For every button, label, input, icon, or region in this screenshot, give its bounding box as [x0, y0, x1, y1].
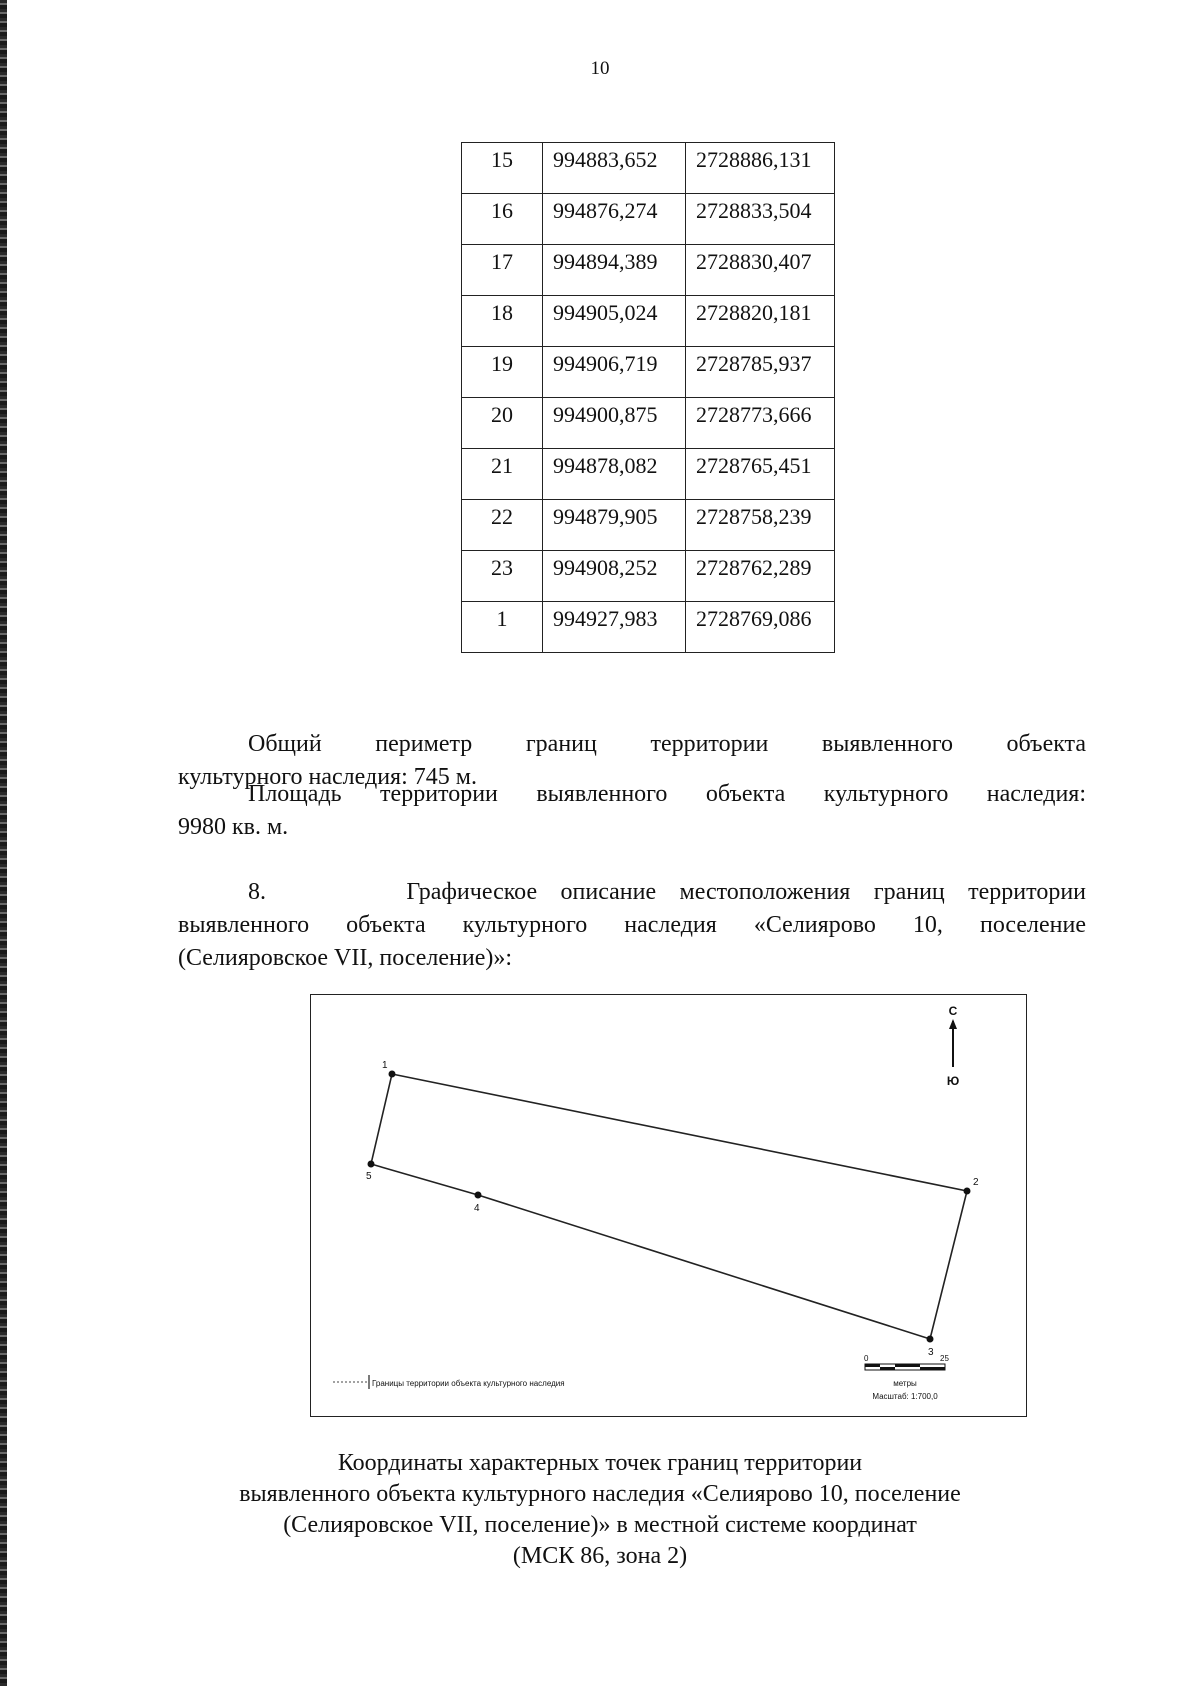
boundary-point-3 [927, 1336, 935, 1359]
table-row [462, 143, 835, 194]
south-label: Ю [946, 1074, 960, 1088]
x-coordinate-cell: 994883,652 [543, 143, 686, 194]
table-row [462, 398, 835, 449]
point-label-3: 3 [928, 1347, 934, 1358]
section-8-line-1: 8. Графическое описание местоположения границ территории [248, 879, 1086, 905]
area-paragraph [178, 778, 1086, 844]
x-coordinate-cell: 994894,389 [543, 245, 686, 296]
table-row [462, 551, 835, 602]
point-label-5: 5 [366, 1171, 372, 1182]
x-coordinate-cell: 994879,905 [543, 500, 686, 551]
table-row [462, 500, 835, 551]
x-coordinate-cell: 994905,024 [543, 296, 686, 347]
table-row [462, 245, 835, 296]
point-number-cell: 19 [462, 347, 543, 398]
x-coordinate-cell: 994878,082 [543, 449, 686, 500]
x-coordinate-cell: 994876,274 [543, 194, 686, 245]
perimeter-line-1: Общий периметр границ территории выявленного объекта [248, 731, 1086, 757]
north-label: С [948, 1004, 958, 1018]
y-coordinate-cell: 2728769,086 [686, 602, 835, 653]
section-8-line-3: (Селияровское VII, поселение)»: [178, 945, 513, 971]
x-coordinate-cell: 994906,719 [543, 347, 686, 398]
table-row [462, 194, 835, 245]
point-number-cell: 16 [462, 194, 543, 245]
x-coordinate-cell: 994908,252 [543, 551, 686, 602]
boundary-polygon [371, 1074, 967, 1339]
y-coordinate-cell: 2728758,239 [686, 500, 835, 551]
point-label-2: 2 [973, 1177, 979, 1188]
point-label-4: 4 [474, 1203, 480, 1214]
point-number-cell: 22 [462, 500, 543, 551]
scan-edge [0, 0, 7, 1686]
boundary-point-5 [366, 1161, 375, 1183]
point-number-cell: 23 [462, 551, 543, 602]
point-number-cell: 1 [462, 602, 543, 653]
boundary-point-2 [964, 1177, 980, 1195]
section-8-line-2: выявленного объекта культурного наследия «Селиярово 10, поселение [178, 912, 1086, 938]
point-number-cell: 21 [462, 449, 543, 500]
legend-label: Границы территории объекта культурного наследия [372, 1379, 565, 1388]
boundary-point-1 [382, 1060, 396, 1078]
point-number-cell: 15 [462, 143, 543, 194]
caption-line-4: (МСК 86, зона 2) [512, 1543, 688, 1569]
scale-unit-label: метры [893, 1379, 917, 1388]
section-8-paragraph [178, 876, 1086, 975]
area-line-1: Площадь территории выявленного объекта культурного наследия: [248, 781, 1086, 807]
y-coordinate-cell: 2728773,666 [686, 398, 835, 449]
x-coordinate-cell: 994927,983 [543, 602, 686, 653]
scale-end-label: 25 [940, 1354, 949, 1363]
table-row [462, 347, 835, 398]
table-row [462, 449, 835, 500]
boundary-map [310, 994, 1027, 1417]
north-arrow-icon [947, 1004, 959, 1088]
y-coordinate-cell: 2728833,504 [686, 194, 835, 245]
y-coordinate-cell: 2728830,407 [686, 245, 835, 296]
coordinates-table [461, 142, 835, 653]
y-coordinate-cell: 2728765,451 [686, 449, 835, 500]
table-row [462, 296, 835, 347]
scale-start-label: 0 [864, 1354, 869, 1363]
page-number: 10 [590, 58, 610, 79]
y-coordinate-cell: 2728886,131 [686, 143, 835, 194]
table-row [462, 602, 835, 653]
coordinates-caption [0, 1448, 1200, 1572]
point-number-cell: 20 [462, 398, 543, 449]
caption-line-1: Координаты характерных точек границ территории [337, 1450, 863, 1476]
y-coordinate-cell: 2728820,181 [686, 296, 835, 347]
boundary-point-4 [474, 1192, 482, 1215]
point-label-1: 1 [382, 1060, 388, 1071]
scale-ratio-label: Масштаб: 1:700,0 [872, 1392, 938, 1401]
caption-line-3: (Селияровское VII, поселение)» в местной системе координат [283, 1512, 917, 1538]
scale-bar [864, 1354, 949, 1401]
boundary-map-drawing [311, 995, 1028, 1418]
area-line-2: 9980 кв. м. [178, 814, 289, 840]
caption-line-2: выявленного объекта культурного наследия «Селиярово 10, поселение [239, 1481, 961, 1507]
perimeter-line-2: культурного наследия: 745 м. [178, 764, 477, 790]
point-number-cell: 17 [462, 245, 543, 296]
point-number-cell: 18 [462, 296, 543, 347]
y-coordinate-cell: 2728762,289 [686, 551, 835, 602]
map-legend [333, 1375, 565, 1389]
x-coordinate-cell: 994900,875 [543, 398, 686, 449]
y-coordinate-cell: 2728785,937 [686, 347, 835, 398]
